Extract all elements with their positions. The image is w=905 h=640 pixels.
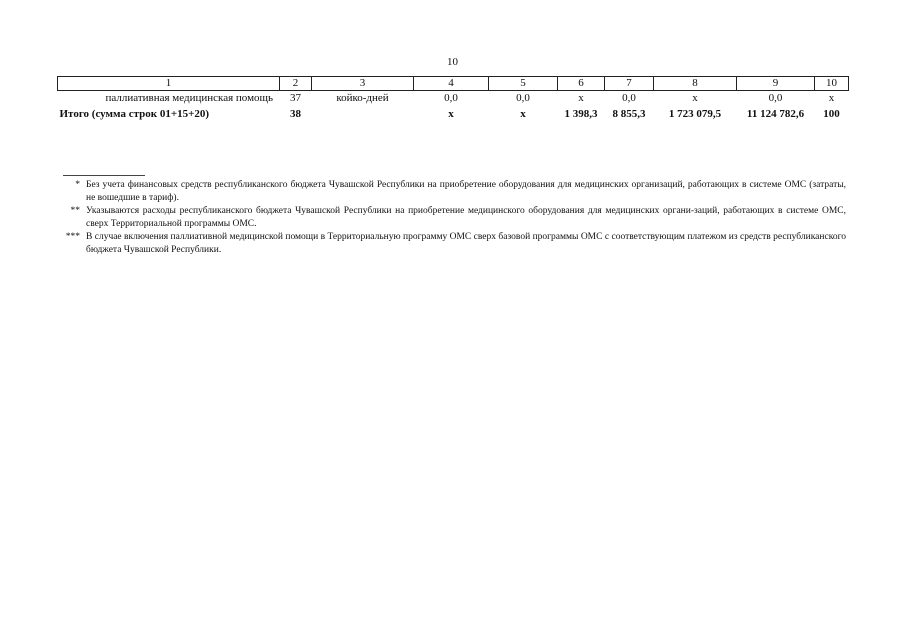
total-cell-10: 100 [823, 108, 840, 120]
header-cell-4: 4 [414, 77, 489, 91]
total-unit [312, 105, 414, 121]
header-cell-3: 3 [312, 77, 414, 91]
header-cell-8: 8 [654, 77, 737, 91]
total-cell-6: 1 398,3 [564, 108, 598, 120]
row-cell-10: х [828, 92, 835, 104]
row-line-number: 37 [290, 92, 301, 104]
header-row [58, 77, 849, 91]
footnote-text: Без учета финансовых средств республиканского бюджета Чувашской Республики на приобретение оборудования для медицинских организаций, работающих в системе ОМС (затраты, не вошедшие в тариф). [86, 180, 846, 203]
header-cell-7: 7 [605, 77, 654, 91]
total-name: Итого (сумма строк 01+15+20) [59, 108, 210, 120]
table-row [58, 91, 849, 106]
footnote-mark: *** [65, 232, 80, 242]
page-number: 10 [447, 56, 458, 68]
header-cell-5: 5 [489, 77, 558, 91]
footnote-mark: ** [70, 206, 80, 216]
row-cell-8: х [692, 92, 698, 104]
financing-table [57, 76, 849, 121]
row-cell-5: 0,0 [516, 92, 530, 104]
row-cell-9: 0,0 [768, 92, 783, 104]
total-cell-4: х [448, 108, 454, 120]
footnote-text: Указываются расходы республиканского бюджета Чувашской Республики на приобретение медицинского оборудования для медицинских органи-заций, работающих в системе ОМС, сверх Территориальной программы ОМС. [86, 206, 846, 229]
footnote-text: В случае включения паллиативной медицинской помощи в Территориальную программу ОМС сверх базовой программы ОМС с соответствующим платежом из средств республиканского бюджета Чувашской Республики. [86, 232, 846, 255]
footnote-3 [60, 231, 846, 256]
total-row [58, 105, 849, 121]
footnote-2 [60, 205, 846, 230]
row-cell-6: х [578, 92, 584, 104]
total-cell-7: 8 855,3 [612, 108, 646, 120]
footnotes [60, 179, 846, 257]
header-cell-1: 1 [58, 77, 280, 91]
total-cell-9: 11 124 782,6 [746, 108, 805, 120]
footnote-1 [60, 179, 846, 204]
header-cell-2: 2 [280, 77, 312, 91]
footnote-divider [63, 175, 145, 176]
row-unit: койко-дней [336, 92, 389, 104]
header-cell-6: 6 [558, 77, 605, 91]
total-cell-8: 1 723 079,5 [668, 108, 722, 120]
row-name: паллиативная медицинская помощь [105, 92, 274, 104]
footnote-mark: * [75, 180, 80, 190]
row-cell-4: 0,0 [444, 92, 458, 104]
total-cell-5: х [520, 108, 526, 120]
row-cell-7: 0,0 [622, 92, 636, 104]
total-line-number: 38 [290, 108, 301, 120]
header-cell-10: 10 [815, 77, 849, 91]
header-cell-9: 9 [737, 77, 815, 91]
